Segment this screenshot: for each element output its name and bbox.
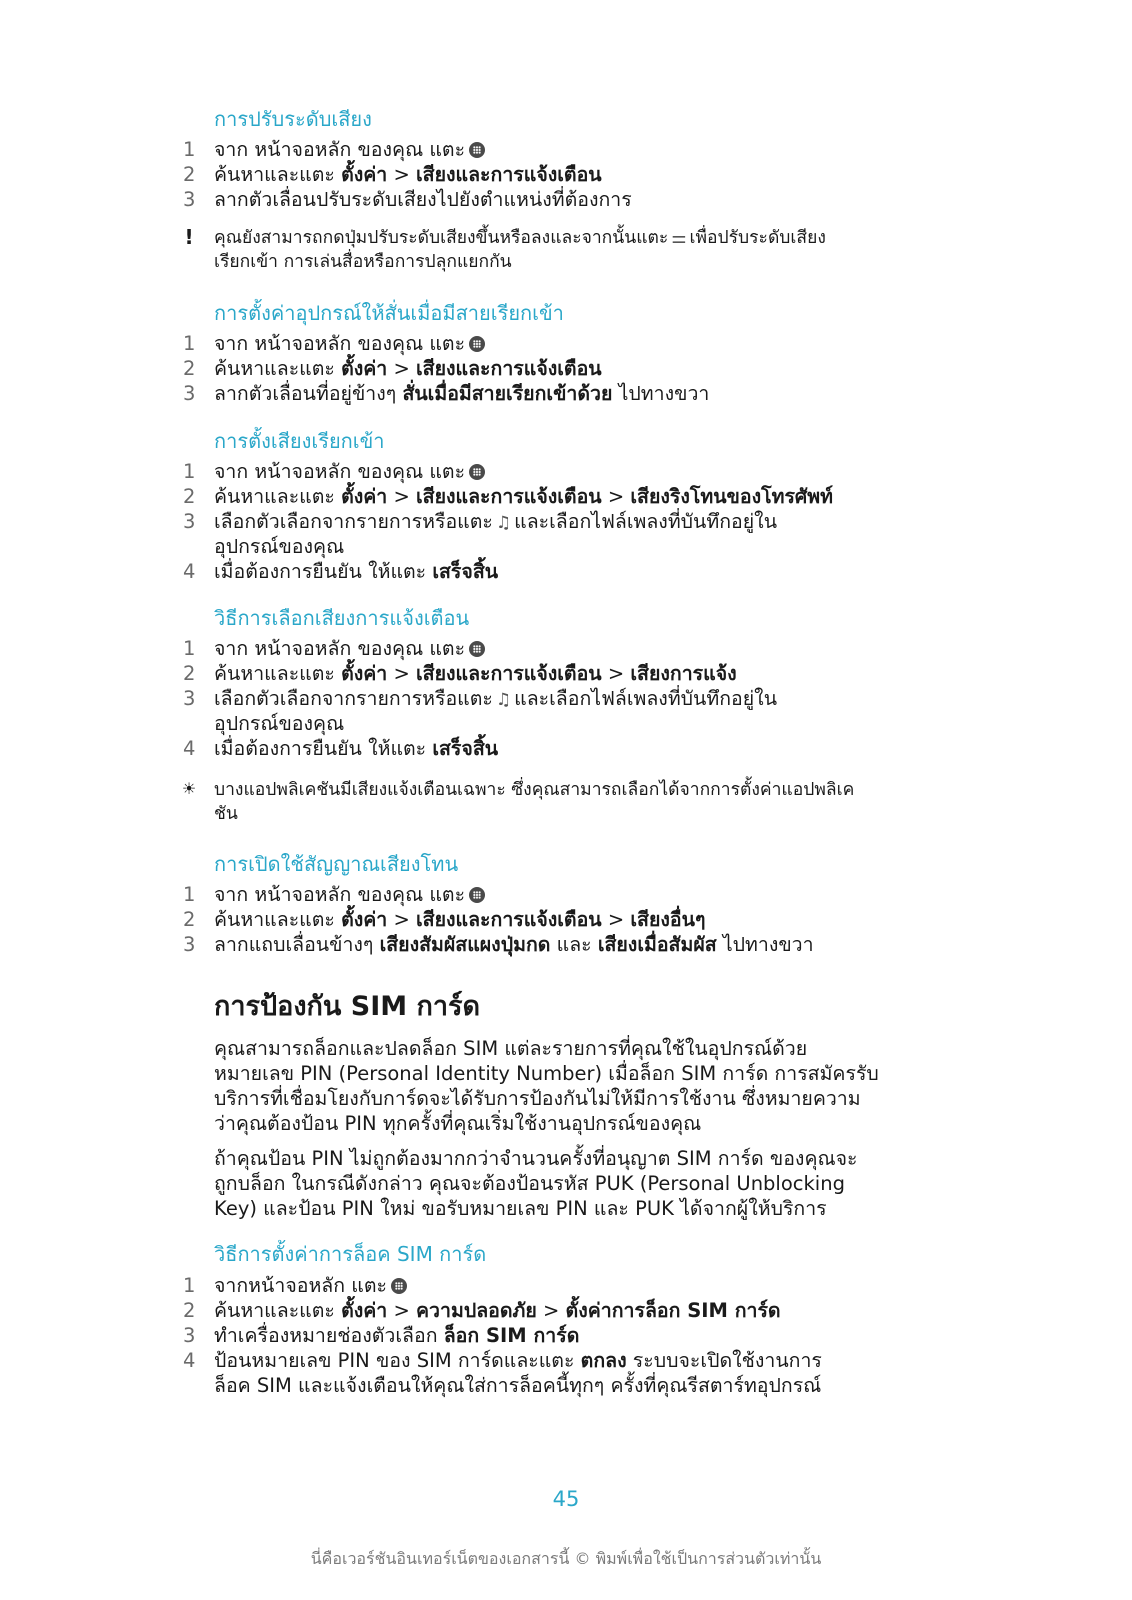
step-bold: ความปลอดภัย bbox=[416, 1299, 537, 1322]
step-text: ลากแถบเลื่อนข้างๆ bbox=[214, 933, 380, 956]
step-number: 2 bbox=[183, 1299, 196, 1322]
step-text: ค้นหาและแตะ bbox=[214, 357, 342, 380]
step-separator: > bbox=[387, 357, 417, 380]
step-separator: > bbox=[601, 908, 631, 931]
step-bold: เสียงเมื่อสัมผัส bbox=[597, 933, 717, 956]
step-text: อุปกรณ์ของคุณ bbox=[214, 712, 345, 735]
apps-icon bbox=[469, 887, 485, 903]
apps-icon bbox=[469, 142, 485, 158]
step-text: ค้นหาและแตะ bbox=[214, 485, 342, 508]
step-number: 3 bbox=[183, 382, 196, 405]
step-text: ป้อนหมายเลข PIN ของ SIM การ์ดและแตะ bbox=[214, 1349, 581, 1372]
step-number: 2 bbox=[183, 163, 196, 186]
note-text: บางแอปพลิเคชันมีเสียงแจ้งเตือนเฉพาะ ซึ่งคุณสามารถเลือกได้จากการตั้งค่าแอปพลิเค bbox=[214, 780, 855, 800]
step-text: และเลือกไฟล์เพลงที่บันทึกอยู่ใน bbox=[514, 510, 778, 533]
step-bold: ตกลง bbox=[580, 1349, 627, 1372]
step-number: 1 bbox=[183, 637, 196, 660]
step-number: 2 bbox=[183, 357, 196, 380]
step-bold: เสียงและการแจ้งเตือน bbox=[416, 662, 602, 685]
step-text: ทำเครื่องหมายช่องตัวเลือก bbox=[214, 1324, 444, 1347]
step-text: ล็อค SIM และแจ้งเตือนให้คุณใส่การล็อคนี้ทุกๆ ครั้งที่คุณรีสตาร์ทอุปกรณ์ bbox=[214, 1374, 822, 1397]
apps-icon bbox=[469, 641, 485, 657]
step-number: 4 bbox=[183, 560, 196, 583]
step-number: 1 bbox=[183, 460, 196, 483]
step-separator: > bbox=[387, 485, 417, 508]
paragraph-line: ถ้าคุณป้อน PIN ไม่ถูกต้องมากกว่าจำนวนครั้งที่อนุญาต SIM การ์ด ของคุณจะ bbox=[214, 1147, 858, 1170]
step-text: ไปทางขวา bbox=[716, 933, 814, 956]
step-number: 3 bbox=[183, 1324, 196, 1347]
step-bold: ตั้งค่า bbox=[341, 357, 388, 380]
step-bold: เสียงสัมผัสแผงปุ่มกด bbox=[379, 933, 551, 956]
step-bold: เสียงการแจ้ง bbox=[630, 662, 737, 685]
apps-icon bbox=[391, 1278, 407, 1294]
step-bold: เสร็จสิ้น bbox=[432, 560, 499, 583]
step-separator: > bbox=[387, 662, 417, 685]
step-text: ค้นหาและแตะ bbox=[214, 1299, 342, 1322]
step-text: และเลือกไฟล์เพลงที่บันทึกอยู่ใน bbox=[514, 687, 778, 710]
step-bold: ล็อก SIM การ์ด bbox=[443, 1324, 580, 1347]
step-text: จาก หน้าจอหลัก ของคุณ แตะ bbox=[214, 460, 466, 483]
note-text: เพื่อปรับระดับเสียง bbox=[689, 228, 826, 248]
step-text: เมื่อต้องการยืนยัน ให้แตะ bbox=[214, 737, 433, 760]
step-text: จากหน้าจอหลัก แตะ bbox=[214, 1274, 387, 1297]
step-text: เมื่อต้องการยืนยัน ให้แตะ bbox=[214, 560, 433, 583]
step-number: 1 bbox=[183, 1274, 196, 1297]
step-number: 3 bbox=[183, 510, 196, 533]
step-number: 2 bbox=[183, 485, 196, 508]
step-bold: เสร็จสิ้น bbox=[432, 737, 499, 760]
step-text: ค้นหาและแตะ bbox=[214, 908, 342, 931]
step-text: เลือกตัวเลือกจากรายการหรือแตะ bbox=[214, 510, 493, 533]
section-title-volume: การปรับระดับเสียง bbox=[214, 107, 372, 131]
apps-icon bbox=[469, 464, 485, 480]
step-text: ลากตัวเลื่อนที่อยู่ข้างๆ bbox=[214, 382, 403, 405]
step-bold: เสียงอื่นๆ bbox=[630, 908, 706, 931]
step-bold: เสียงริงโทนของโทรศัพท์ bbox=[630, 485, 834, 508]
step-text: ไปทางขวา bbox=[612, 382, 710, 405]
section-title-ringtone: การตั้งเสียงเรียกเข้า bbox=[214, 429, 385, 453]
step-bold: ตั้งค่า bbox=[341, 908, 388, 931]
step-bold: สั่นเมื่อมีสายเรียกเข้าด้วย bbox=[402, 382, 613, 405]
section-title-vibrate: การตั้งค่าอุปกรณ์ให้สั่นเมื่อมีสายเรียกเข้า bbox=[214, 301, 564, 325]
page-number: 45 bbox=[552, 1487, 580, 1511]
note-text: เรียกเข้า การเล่นสื่อหรือการปลุกแยกกัน bbox=[214, 252, 512, 272]
step-bold: ตั้งค่า bbox=[341, 485, 388, 508]
page-heading-sim: การป้องกัน SIM การ์ด bbox=[214, 991, 481, 1022]
step-separator: > bbox=[387, 1299, 417, 1322]
step-bold: ตั้งค่า bbox=[341, 163, 388, 186]
step-number: 1 bbox=[183, 883, 196, 906]
step-bold: ตั้งค่า bbox=[341, 1299, 388, 1322]
step-text: จาก หน้าจอหลัก ของคุณ แตะ bbox=[214, 883, 466, 906]
step-bold: เสียงและการแจ้งเตือน bbox=[416, 357, 602, 380]
step-number: 2 bbox=[183, 662, 196, 685]
step-text: เลือกตัวเลือกจากรายการหรือแตะ bbox=[214, 687, 493, 710]
step-text: จาก หน้าจอหลัก ของคุณ แตะ bbox=[214, 138, 466, 161]
step-text: ค้นหาและแตะ bbox=[214, 662, 342, 685]
step-text: จาก หน้าจอหลัก ของคุณ แตะ bbox=[214, 332, 466, 355]
tip-icon: ☀ bbox=[181, 779, 197, 798]
step-text: ระบบจะเปิดใช้งานการ bbox=[626, 1349, 822, 1372]
section-title-sim-lock: วิธีการตั้งค่าการล็อค SIM การ์ด bbox=[214, 1242, 487, 1266]
note-text: ชัน bbox=[214, 804, 238, 824]
step-text: ค้นหาและแตะ bbox=[214, 163, 342, 186]
step-text: อุปกรณ์ของคุณ bbox=[214, 535, 345, 558]
step-number: 3 bbox=[183, 687, 196, 710]
paragraph-line: Key) และป้อน PIN ใหม่ ขอรับหมายเลข PIN และ PUK ได้จากผู้ให้บริการ bbox=[214, 1197, 827, 1220]
step-number: 2 bbox=[183, 908, 196, 931]
step-number: 3 bbox=[183, 188, 196, 211]
paragraph-line: ถูกบล็อก ในกรณีดังกล่าว คุณจะต้องป้อนรหัส PUK (Personal Unblocking bbox=[214, 1172, 845, 1195]
paragraph-line: บริการที่เชื่อมโยงกับการ์ดจะได้รับการป้องกันไม่ให้มีการใช้งาน ซึ่งหมายความ bbox=[214, 1087, 861, 1110]
paragraph-sim-puk bbox=[214, 1146, 944, 1221]
step-bold: เสียงและการแจ้งเตือน bbox=[416, 163, 602, 186]
step-separator: > bbox=[387, 908, 417, 931]
step-separator: > bbox=[536, 1299, 566, 1322]
paragraph-line: คุณสามารถล็อกและปลดล็อก SIM แต่ละรายการที่คุณใช้ในอุปกรณ์ด้วย bbox=[214, 1037, 808, 1060]
step-separator: > bbox=[387, 163, 417, 186]
step-number: 1 bbox=[183, 138, 196, 161]
music-file-icon: ♫ bbox=[495, 513, 512, 533]
footer-notice: นี่คือเวอร์ชันอินเทอร์เน็ตของเอกสารนี้ © พิมพ์เพื่อใช้เป็นการส่วนตัวเท่านั้น bbox=[310, 1549, 822, 1568]
step-number: 4 bbox=[183, 737, 196, 760]
paragraph-sim-intro bbox=[214, 1036, 944, 1136]
section-title-tones: การเปิดใช้สัญญาณเสียงโทน bbox=[214, 852, 459, 876]
step-text: ลากตัวเลื่อนปรับระดับเสียงไปยังตำแหน่งที่ต้องการ bbox=[214, 188, 632, 211]
paragraph-line: หมายเลข PIN (Personal Identity Number) เมื่อล็อก SIM การ์ด การสมัครรับ bbox=[214, 1062, 879, 1085]
step-number: 3 bbox=[183, 933, 196, 956]
equalizer-icon: ⚌ bbox=[671, 228, 687, 248]
step-text: จาก หน้าจอหลัก ของคุณ แตะ bbox=[214, 637, 466, 660]
step-bold: เสียงและการแจ้งเตือน bbox=[416, 908, 602, 931]
step-separator: > bbox=[601, 662, 631, 685]
step-bold: ตั้งค่า bbox=[341, 662, 388, 685]
warning-icon: ! bbox=[184, 225, 194, 249]
section-title-notification: วิธีการเลือกเสียงการแจ้งเตือน bbox=[214, 606, 470, 630]
apps-icon bbox=[469, 336, 485, 352]
step-separator: > bbox=[601, 485, 631, 508]
step-bold: เสียงและการแจ้งเตือน bbox=[416, 485, 602, 508]
step-bold: ตั้งค่าการล็อก SIM การ์ด bbox=[565, 1299, 781, 1322]
step-text: และ bbox=[550, 933, 598, 956]
paragraph-line: ว่าคุณต้องป้อน PIN ทุกครั้งที่คุณเริ่มใช้งานอุปกรณ์ของคุณ bbox=[214, 1112, 702, 1135]
music-file-icon: ♫ bbox=[495, 690, 512, 710]
step-number: 1 bbox=[183, 332, 196, 355]
step-number: 4 bbox=[183, 1349, 196, 1372]
note-text: คุณยังสามารถกดปุ่มปรับระดับเสียงขึ้นหรือลงและจากนั้นแตะ bbox=[214, 228, 669, 248]
